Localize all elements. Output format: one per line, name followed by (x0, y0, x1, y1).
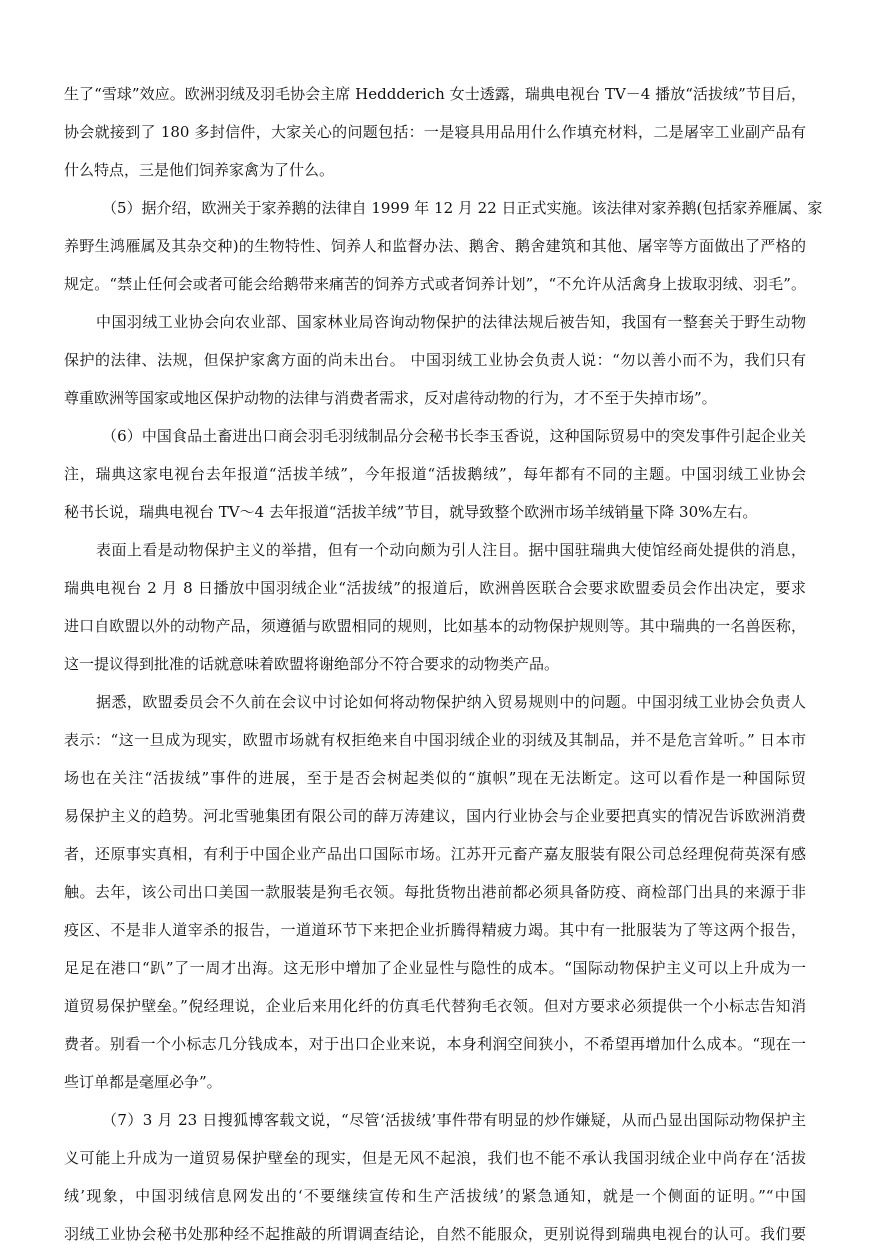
text-line: 进口自欧盟以外的动物产品，须遵循与欧盟相同的规则，比如基本的动物保护规则等。其中瑞典的一名兽医称， (64, 617, 806, 635)
paragraph-start-line: 中国羽绒工业协会向农业部、国家林业局咨询动物保护的法律法规后被告知，我国有一整套关于野生动物 (96, 313, 806, 331)
text-line: 触。去年，该公司出口美国一款服装是狗毛衣领。每批货物出港前都必须具备防疫、商检部门出具的来源于非 (64, 883, 806, 901)
text-line: 费者。别看一个小标志几分钱成本，对于出口企业来说，本身利润空间狭小，不希望再增加什么成本。“现在一 (64, 1035, 806, 1053)
text-line: 协会就接到了 180 多封信件，大家关心的问题包括：一是寝具用品用什么作填充材料，二是屠宰工业副产品有 (64, 123, 806, 141)
text-line: 注，瑞典这家电视台去年报道“活拔羊绒”，今年报道“活拔鹅绒”，每年都有不同的主题。中国羽绒工业协会 (64, 465, 806, 483)
text-line: 足足在港口“趴”了一周才出海。这无形中增加了企业显性与隐性的成本。“国际动物保护主义可以上升成为一 (64, 959, 806, 977)
text-line: 绒’现象，中国羽绒信息网发出的‘不要继续宣传和生产活拔绒’的紧急通知，就是一个侧面的证明。”“中国 (64, 1187, 806, 1205)
text-line: 养野生鸿雁属及其杂交种)的生物特性、饲养人和监督办法、鹅舍、鹅舍建筑和其他、屠宰等方面做出了严格的 (64, 237, 806, 255)
paragraph-start-line: （6）中国食品土畜进出口商会羽毛羽绒制品分会秘书长李玉香说，这种国际贸易中的突发事件引起企业关 (102, 427, 806, 445)
text-line: 什么特点，三是他们饲养家禽为了什么。 (64, 161, 335, 179)
text-line: 这一提议得到批准的话就意味着欧盟将谢绝部分不符合要求的动物类产品。 (64, 655, 560, 673)
text-line: 羽绒工业协会秘书处那种经不起推敲的所谓调查结论，自然不能服众，更别说得到瑞典电视台的认可。我们要 (64, 1225, 806, 1243)
text-line: 疫区、不是非人道宰杀的报告，一道道环节下来把企业折腾得精疲力竭。其中有一批服装为了等这两个报告， (64, 921, 806, 939)
text-line: 道贸易保护壁垒。”倪经理说，企业后来用化纤的仿真毛代替狗毛衣领。但对方要求必须提供一个小标志告知消 (64, 997, 806, 1015)
text-line: 保护的法律、法规，但保护家禽方面的尚未出台。 中国羽绒工业协会负责人说：“勿以善小而不为，我们只有 (64, 351, 806, 369)
paragraph-start-line: （5）据介绍，欧洲关于家养鹅的法律自 1999 年 12 月 22 日正式实施。该法律对家养鹅(包括家养雁属、家 (102, 199, 823, 217)
paragraph-start-line: （7）3 月 23 日搜狐博客载文说，“尽管‘活拔绒’事件带有明显的炒作嫌疑，从而凸显出国际动物保护主 (102, 1111, 806, 1129)
paragraph-start-line: 表面上看是动物保护主义的举措，但有一个动向颇为引人注目。据中国驻瑞典大使馆经商处提供的消息， (96, 541, 806, 559)
text-line: 表示：“这一旦成为现实，欧盟市场就有权拒绝来自中国羽绒企业的羽绒及其制品，并不是危言耸听。” 日本市 (64, 731, 806, 749)
paragraph-start-line: 据悉，欧盟委员会不久前在会议中讨论如何将动物保护纳入贸易规则中的问题。中国羽绒工业协会负责人 (96, 693, 806, 711)
text-line: 场也在关注“活拔绒”事件的进展，至于是否会树起类似的“旗帜”现在无法断定。这可以看作是一种国际贸 (64, 769, 806, 787)
text-line: 生了“雪球”效应。欧洲羽绒及羽毛协会主席 Heddderich 女士透露，瑞典电视台 TV－4 播放“活拔绒”节目后， (64, 85, 806, 103)
text-line: 秘书长说，瑞典电视台 TV～4 去年报道“活拔羊绒”节目，就导致整个欧洲市场羊绒销量下降 30%左右。 (64, 503, 758, 521)
text-line: 者，还原事实真相，有利于中国企业产品出口国际市场。江苏开元畜产嘉友服装有限公司总经理倪荷英深有感 (64, 845, 806, 863)
text-line: 些订单都是毫厘必争”。 (64, 1073, 222, 1091)
text-line: 尊重欧洲等国家或地区保护动物的法律与消费者需求，反对虐待动物的行为，才不至于失掉市场”。 (64, 389, 717, 407)
text-line: 易保护主义的趋势。河北雪驰集团有限公司的薛万涛建议，国内行业协会与企业要把真实的情况告诉欧洲消费 (64, 807, 806, 825)
text-line: 瑞典电视台 2 月 8 日播放中国羽绒企业“活拔绒”的报道后，欧洲兽医联合会要求欧盟委员会作出决定，要求 (64, 579, 806, 597)
text-line: 义可能上升成为一道贸易保护壁垒的现实，但是无风不起浪，我们也不能不承认我国羽绒企业中尚存在‘活拔 (64, 1149, 806, 1167)
text-line: 规定。“禁止任何会或者可能会给鹅带来痛苦的饲养方式或者饲养计划”，“不允许从活禽身上拔取羽绒、羽毛”。 (64, 275, 806, 293)
